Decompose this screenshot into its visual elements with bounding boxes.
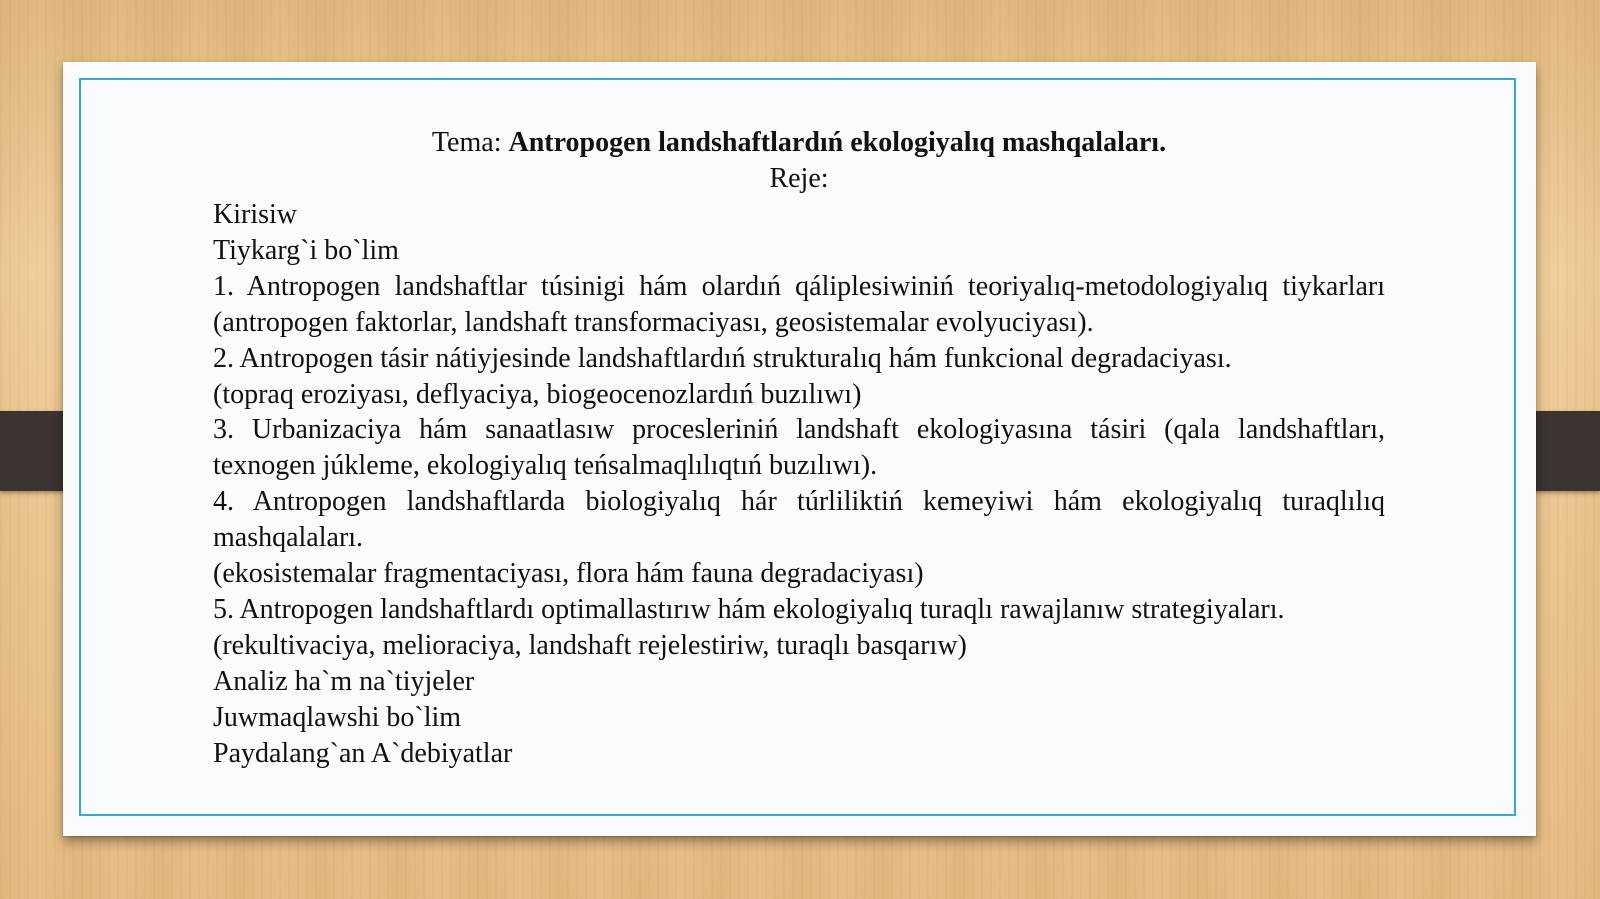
plan-line: Kirisiw [213, 199, 297, 230]
plan-line: Analiz ha`m na`tiyjeler [213, 665, 475, 697]
plan-line: Paydalang`an A`debiyatlar [213, 737, 513, 769]
plan-line: (topraq eroziyası, deflyaciya, biogeocenozlardıń buzılıwı) [213, 378, 862, 410]
slide-title [213, 125, 1385, 161]
plan-line: 1. Antropogen landshaftlar túsinigi hám olardıń qáliplesiwiniń teoriyalıq-metodologiyalıq tiykarları (antropogen faktorlar, landshaft transformaciyası, geosistemalar evolyuciyası). [213, 270, 1385, 338]
plan-line: (rekultivaciya, melioraciya, landshaft rejelestiriw, turaqlı basqarıw) [213, 629, 967, 661]
title-prefix: Tema: [431, 127, 509, 158]
plan-line: Juwmaqlawshi bo`lim [213, 701, 462, 733]
plan-line: 4. Antropogen landshaftlarda biologiyalıq hár túrliliktiń kemeyiwi hám ekologiyalıq turaqlılıq mashqalaları. [213, 486, 1385, 554]
plan-list [213, 197, 1385, 772]
plan-line: (ekosistemalar fragmentaciyası, flora hám fauna degradaciyası) [213, 558, 924, 590]
title-topic: Antropogen landshaftlardıń ekologiyalıq mashqalaları. [508, 127, 1167, 158]
plan-heading: Reje: [769, 163, 829, 194]
plan-line: Tiykarg`i bo`lim [213, 234, 399, 266]
plan-line: 3. Urbanizaciya hám sanaatlasıw procesleriniń landshaft ekologiyasına tásiri (qala landshaftları, texnogen júkleme, ekologiyalıq teńsalmaqlılıqtıń buzılıwı). [213, 414, 1385, 482]
plan-line: 2. Antropogen tásir nátiyjesinde landshaftlardıń strukturalıq hám funkcional degradaciyası. [213, 342, 1232, 374]
plan-line: 5. Antropogen landshaftlardı optimallastırıw hám ekologiyalıq turaqlı rawajlanıw strategiyaları. [213, 593, 1285, 625]
